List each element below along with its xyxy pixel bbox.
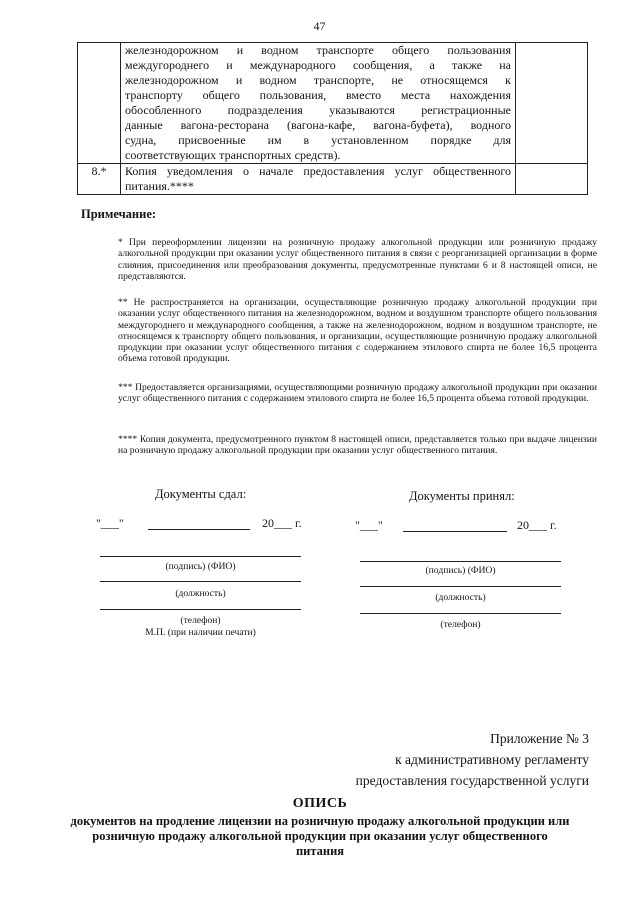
note-1: * При переоформлении лицензии на розничную продажу алкогольной продукции или розничную продажу алкогольной продукции при оказании услуг общественного питания в связи с реорганизацией организации в форме слияния, присоединения или преобразования документы, предусмотренные пунктами 6 и 8 настоящей описи, не представляются.: [118, 237, 597, 282]
handed-position-line: [100, 581, 301, 582]
accepted-sign-caption: (подпись) (ФИО): [425, 565, 496, 576]
accepted-date-quote: "___": [355, 518, 383, 532]
accepted-position-line: [360, 586, 561, 587]
documents-table: [77, 42, 588, 195]
appendix-line-1: Приложение № 3: [490, 731, 589, 746]
note-2: ** Не распространяется на организации, осуществляющие розничную продажу алкогольной продукции при оказании услуг общественного питания на железнодорожном, водном и воздушном транспорте общего пользования междугороднего и международного сообщения, а также на железнодорожном, водном и воздушном транспорте, не относящемся к транспорту общего пользования, и организации, осуществляющие розничную продажу алкогольной продукции при оказании услуг общественного питания с содержанием этилового спирта не более 16,5 процента объема готовой продукции.: [118, 297, 597, 365]
handed-date-quote: "___": [96, 516, 124, 530]
row-description: [121, 164, 516, 195]
handed-sign-caption: (подпись) (ФИО): [165, 561, 236, 572]
appendix-line-3: предоставления государственной услуги: [355, 773, 589, 788]
handed-phone-caption: (телефон): [180, 615, 221, 626]
accepted-phone-caption: (телефон): [440, 619, 481, 630]
handed-phone-line: [100, 609, 301, 610]
note-title: Примечание:: [81, 207, 157, 221]
document-title-line: питания: [295, 844, 345, 858]
handed-date-line: [148, 529, 250, 530]
row-line: питания.****: [125, 179, 194, 193]
note-4: **** Копия документа, предусмотренного пунктом 8 настоящей описи, представляется только при выдаче лицензии на розничную продажу алкогольной продукции при оказании услуг общественного питания.: [118, 434, 597, 457]
row-number: [78, 43, 121, 164]
appendix-heading: [356, 728, 589, 791]
note-3: *** Предоставляется организациями, осуществляющими розничную продажу алкогольной продукции при оказании услуг общественного питания с содержанием этилового спирта не более 16,5 процента объема готовой продукции.: [118, 382, 597, 405]
accepted-year: 20___ г.: [517, 518, 557, 532]
row-line: транспорту общего пользования, вместо места нахождения: [125, 88, 511, 102]
handed-position-caption: (должность): [175, 588, 226, 599]
row-line: железнодорожном и водном транспорте общего пользования: [125, 43, 511, 57]
stamp-caption: М.П. (при наличии печати): [145, 627, 256, 638]
row-line: Копия уведомления о начале предоставления услуг общественного: [125, 164, 511, 178]
appendix-line-2: к административному регламенту: [395, 752, 589, 767]
row-mark-cell: [516, 164, 588, 195]
row-mark-cell: [516, 43, 588, 164]
row-line: железнодорожном и водном транспорте, не относящемся к: [125, 73, 511, 87]
row-line: обособленного подразделения указываются регистрационные: [125, 103, 511, 117]
row-description: [121, 43, 516, 164]
row-line: данные вагона-ресторана (вагона-кафе, вагона-буфета), водного: [125, 118, 511, 132]
page-number: 47: [313, 19, 326, 33]
accepted-sign-line: [360, 561, 561, 562]
document-title-line: розничную продажу алкогольной продукции при оказании услуг общественного: [92, 829, 548, 843]
handed-year: 20___ г.: [262, 516, 302, 530]
table-row: [78, 164, 588, 195]
accepted-title: Документы принял:: [409, 489, 515, 503]
row-line: судна, присвоенные им в установленном порядке для: [125, 133, 511, 147]
document-title-line: документов на продление лицензии на розничную продажу алкогольной продукции или: [70, 814, 570, 828]
row-line: междугороднего и международного сообщения, а также на: [125, 58, 511, 72]
accepted-date-line: [403, 531, 507, 532]
handed-title: Документы сдал:: [155, 487, 247, 501]
handed-sign-line: [100, 556, 301, 557]
accepted-position-caption: (должность): [435, 592, 486, 603]
row-line: соответствующих транспортных средств).: [125, 148, 341, 162]
accepted-phone-line: [360, 613, 561, 614]
row-number: 8.*: [78, 164, 121, 195]
opis-title: ОПИСЬ: [292, 796, 348, 811]
document-title: [30, 814, 610, 859]
table-row: [78, 43, 588, 164]
